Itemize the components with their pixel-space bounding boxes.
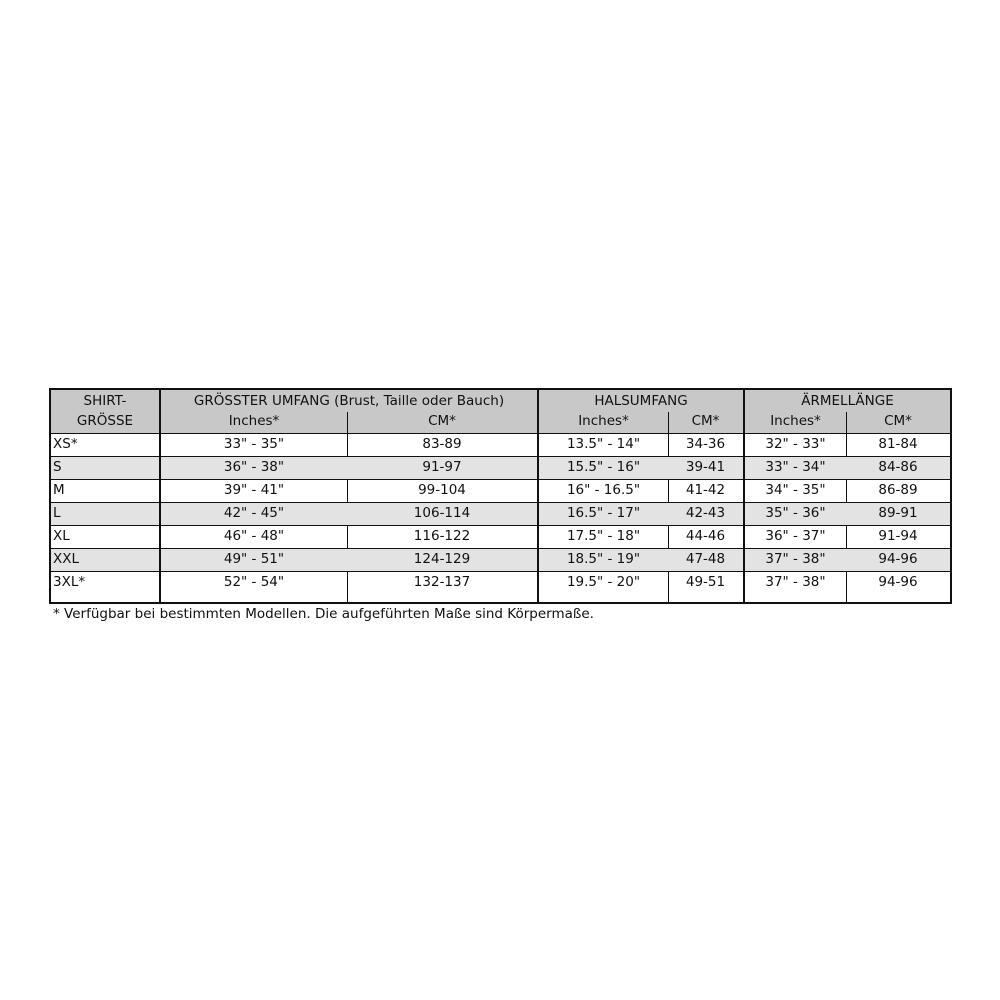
unit-header: Inches* [228, 413, 280, 430]
table-cell: 94-96 [878, 574, 918, 591]
size-column-block [49, 388, 161, 604]
table-cell: 42" - 45" [223, 505, 285, 522]
table-cell: 106-114 [413, 505, 471, 522]
table-cell: 84-86 [878, 459, 918, 476]
table-cell: 16.5" - 17" [566, 505, 641, 522]
size-chart-table [49, 388, 952, 604]
table-cell: 91-94 [878, 528, 918, 545]
table-cell: 86-89 [878, 482, 918, 499]
table-cell: 36" - 38" [223, 459, 285, 476]
table-cell: 81-84 [878, 436, 918, 453]
chest-circumference-block [159, 388, 539, 604]
table-cell: 124-129 [413, 551, 471, 568]
table-cell: 18.5" - 19" [566, 551, 641, 568]
table-cell: 33" - 35" [223, 436, 285, 453]
table-cell: 13.5" - 14" [566, 436, 641, 453]
unit-header: CM* [691, 413, 720, 430]
table-cell: 3XL* [53, 574, 86, 591]
table-cell: 116-122 [413, 528, 471, 545]
table-cell: XS* [53, 436, 78, 453]
table-cell: 19.5" - 20" [566, 574, 641, 591]
table-cell: 42-43 [685, 505, 726, 522]
table-cell: 39-41 [685, 459, 726, 476]
table-cell: 36" - 37" [765, 528, 826, 545]
table-cell: 99-104 [418, 482, 466, 499]
unit-header: Inches* [578, 413, 629, 430]
group-header: HALSUMFANG [594, 393, 688, 410]
group-header: GRÖSSTER UMFANG (Brust, Taille oder Bauch) [193, 393, 505, 410]
table-cell: 47-48 [685, 551, 726, 568]
table-cell: 49" - 51" [223, 551, 285, 568]
footnote: * Verfügbar bei bestimmten Modellen. Die aufgeführten Maße sind Körpermaße. [53, 606, 594, 622]
size-header-line1: SHIRT- [83, 393, 127, 410]
table-cell: 49-51 [685, 574, 726, 591]
table-cell: 34-36 [685, 436, 726, 453]
table-cell: 132-137 [413, 574, 471, 591]
table-cell: 46" - 48" [223, 528, 285, 545]
table-cell: 37" - 38" [765, 551, 826, 568]
table-cell: 16" - 16.5" [566, 482, 641, 499]
table-cell: 41-42 [685, 482, 726, 499]
table-cell: 32" - 33" [765, 436, 826, 453]
table-cell: M [53, 482, 65, 499]
table-cell: 15.5" - 16" [566, 459, 641, 476]
group-header: ÄRMELLÄNGE [801, 393, 894, 410]
table-cell: 37" - 38" [765, 574, 826, 591]
table-cell: 39" - 41" [223, 482, 285, 499]
unit-header: CM* [428, 413, 456, 430]
table-cell: XL [53, 528, 70, 545]
table-cell: 34" - 35" [765, 482, 826, 499]
neck-circumference-block [537, 388, 745, 604]
table-cell: L [53, 505, 61, 522]
table-cell: 83-89 [422, 436, 462, 453]
unit-header: Inches* [770, 413, 821, 430]
table-cell: 33" - 34" [765, 459, 826, 476]
table-cell: 17.5" - 18" [566, 528, 641, 545]
table-cell: 52" - 54" [223, 574, 285, 591]
sleeve-length-block [743, 388, 952, 604]
table-cell: 94-96 [878, 551, 918, 568]
table-cell: 91-97 [422, 459, 462, 476]
table-cell: XXL [53, 551, 80, 568]
table-cell: S [53, 459, 62, 476]
size-header-line2: GRÖSSE [76, 413, 134, 430]
table-cell: 35" - 36" [765, 505, 826, 522]
table-cell: 44-46 [685, 528, 726, 545]
table-cell: 89-91 [878, 505, 918, 522]
unit-header: CM* [884, 413, 912, 430]
